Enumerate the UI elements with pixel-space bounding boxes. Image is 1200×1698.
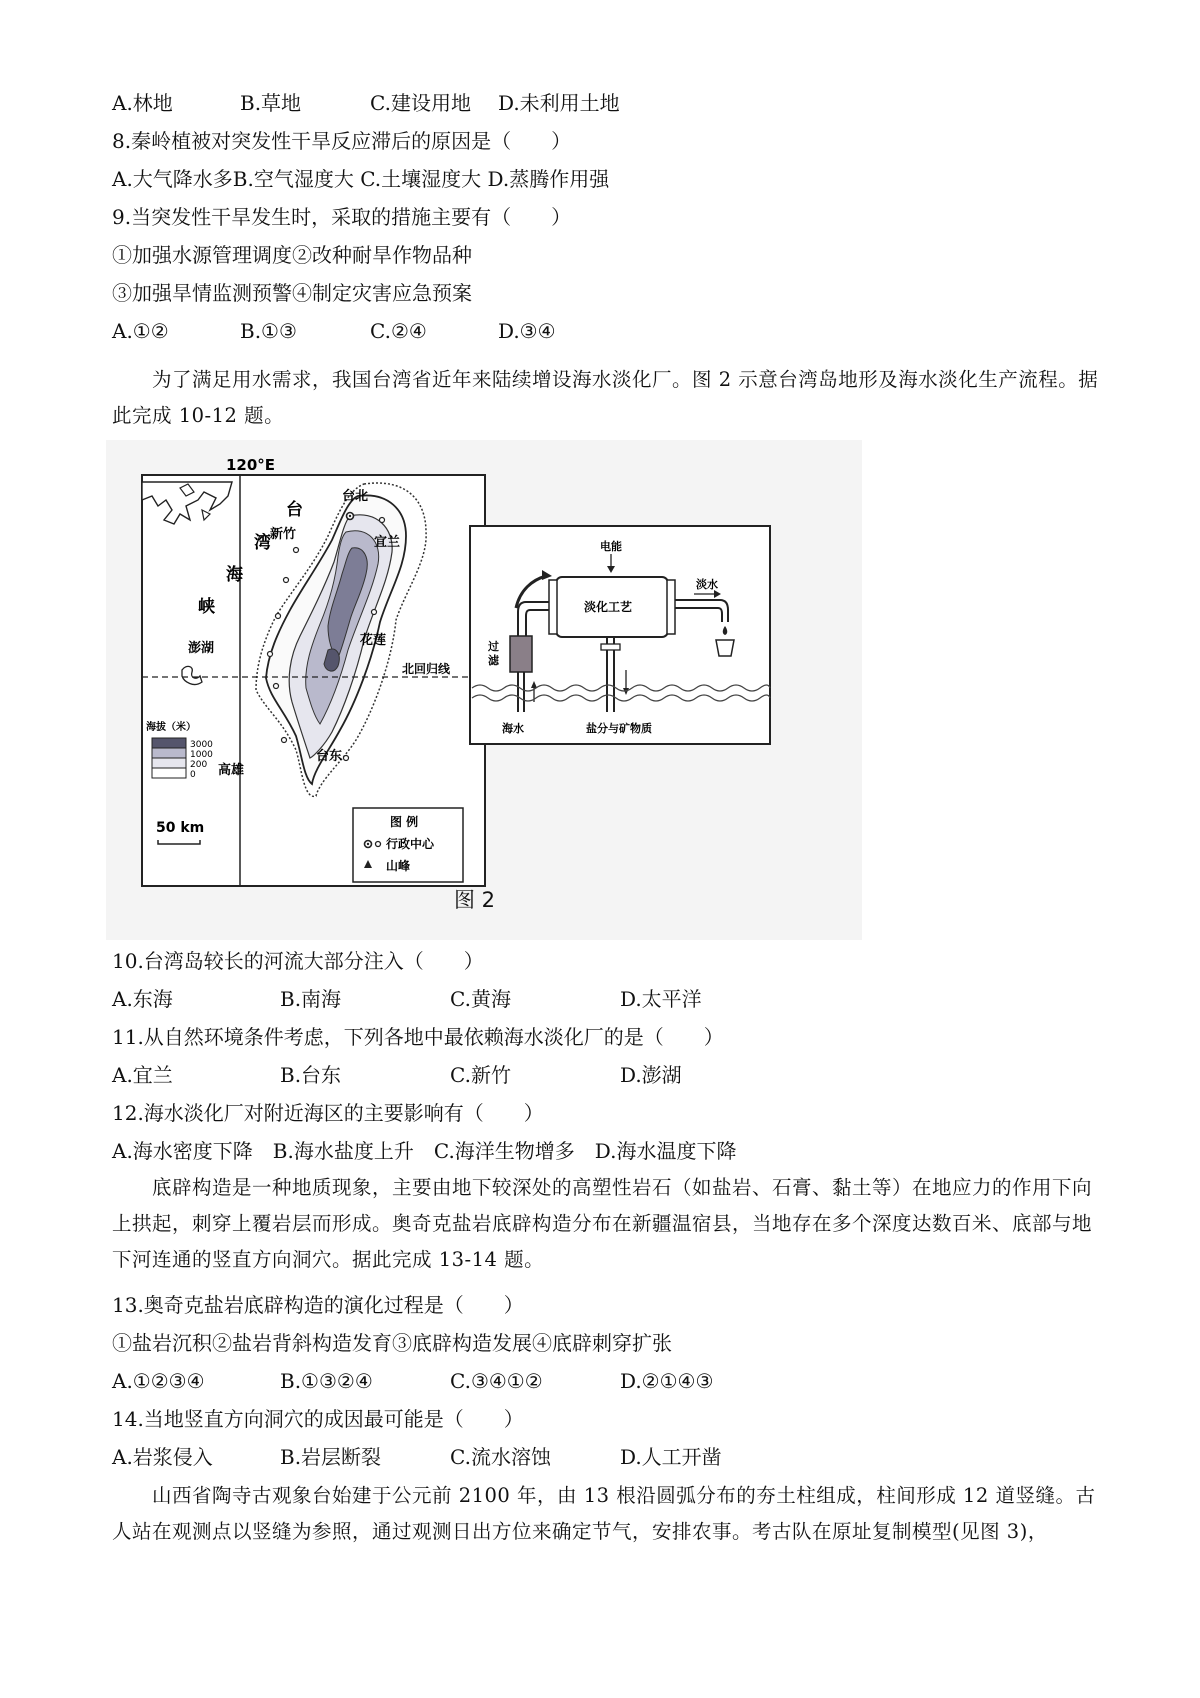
q8-options: A.大气降水多B.空气湿度大 C.土壤湿度大 D.蒸腾作用强 xyxy=(112,167,610,191)
water-cup xyxy=(716,640,734,656)
seawater-label: 海水 xyxy=(502,722,524,735)
scale-label: 50 km xyxy=(156,820,205,836)
place-kaohsiung: 高雄 xyxy=(218,763,245,778)
figure-2 xyxy=(106,440,862,940)
sea-char-1: 台 xyxy=(286,500,303,520)
legend-value-200: 200 xyxy=(190,760,208,770)
legend-3000 xyxy=(152,738,186,748)
q9-option-b: B.①③ xyxy=(240,319,297,343)
longitude-label: 120°E xyxy=(226,456,276,474)
q7-option-d: D.未利用土地 xyxy=(498,91,620,115)
figure-2-graphic xyxy=(106,440,862,940)
legend-value-0: 0 xyxy=(190,770,196,780)
q12-options: A.海水密度下降 B.海水盐度上升 C.海洋生物增多 D.海水温度下降 xyxy=(112,1139,737,1163)
q14-stem: 14.当地竖直方向洞穴的成因最可能是（ ） xyxy=(112,1407,524,1431)
q9-item-2: ③加强旱情监测预警④制定灾害应急预案 xyxy=(112,281,472,305)
q10-option-b: B.南海 xyxy=(280,987,342,1011)
q10-stem: 10.台湾岛较长的河流大部分注入（ ） xyxy=(112,949,484,973)
q9-item-1: ①加强水源管理调度②改种耐旱作物品种 xyxy=(112,243,472,267)
sea-char-4: 峡 xyxy=(198,597,215,617)
q11-option-c: C.新竹 xyxy=(450,1063,511,1087)
place-taipei: 台北 xyxy=(342,489,369,504)
q12-stem: 12.海水淡化厂对附近海区的主要影响有（ ） xyxy=(112,1101,544,1125)
legend-admin-label: 行政中心 xyxy=(386,837,435,851)
legend-value-1000: 1000 xyxy=(190,750,213,760)
q9-option-d: D.③④ xyxy=(498,319,556,343)
q7-option-a: A.林地 xyxy=(112,91,173,115)
q13-stem: 13.奥奇克盐岩底辟构造的演化过程是（ ） xyxy=(112,1293,524,1317)
q10-option-a: A.东海 xyxy=(112,987,173,1011)
intro-10-12: 为了满足用水需求，我国台湾省近年来陆续增设海水淡化厂。图 2 示意台湾岛地形及海水淡化生产流程。据此完成 10-12 题。 xyxy=(112,368,1099,427)
sea-char-2: 湾 xyxy=(254,533,271,553)
legend-value-3000: 3000 xyxy=(190,740,213,750)
q9-option-c: C.②④ xyxy=(370,319,427,343)
process-label: 淡化工艺 xyxy=(584,600,633,614)
q10-option-d: D.太平洋 xyxy=(620,987,702,1011)
place-penghu: 澎湖 xyxy=(188,641,215,656)
elevation-legend-title: 海拔（米） xyxy=(146,722,196,733)
salts-label: 盐分与矿物质 xyxy=(586,722,652,735)
fresh-water-label: 淡水 xyxy=(696,578,718,591)
q11-option-b: B.台东 xyxy=(280,1063,342,1087)
legend-peak-label: 山峰 xyxy=(386,859,411,873)
q14-option-d: D.人工开凿 xyxy=(620,1445,722,1469)
q11-option-a: A.宜兰 xyxy=(112,1063,173,1087)
q14-option-a: A.岩浆侵入 xyxy=(112,1445,213,1469)
filter-label-2: 滤 xyxy=(488,654,499,667)
q8-stem: 8.秦岭植被对突发性干旱反应滞后的原因是（ ） xyxy=(112,129,572,153)
q7-option-b: B.草地 xyxy=(240,91,302,115)
place-hualien: 花莲 xyxy=(360,633,387,648)
tropic-label: 北回归线 xyxy=(402,662,451,676)
intro-taosi: 山西省陶寺古观象台始建于公元前 2100 年，由 13 根沿圆弧分布的夯土柱组成，柱间形成 12 道竖缝。古人站在观测点以竖缝为参照，通过观测日出方位来确定节气，安排农事。考古队在原址复制模型(见图 3)， xyxy=(112,1484,1096,1543)
legend-0 xyxy=(152,768,186,778)
q14-option-c: C.流水溶蚀 xyxy=(450,1445,551,1469)
filter-box xyxy=(510,636,532,672)
figure-2-caption: 图 2 xyxy=(454,888,496,912)
q11-stem: 11.从自然环境条件考虑，下列各地中最依赖海水淡化厂的是（ ） xyxy=(112,1025,724,1049)
sea-char-3: 海 xyxy=(226,565,243,585)
filter-label-1: 过 xyxy=(488,640,499,653)
q13-option-d: D.②①④③ xyxy=(620,1369,714,1393)
place-hsinchu: 新竹 xyxy=(270,527,297,542)
q14-option-b: B.岩层断裂 xyxy=(280,1445,382,1469)
q13-items: ①盐岩沉积②盐岩背斜构造发育③底辟构造发展④底辟刺穿扩张 xyxy=(112,1331,672,1355)
legend-1000 xyxy=(152,748,186,758)
q10-option-c: C.黄海 xyxy=(450,987,511,1011)
power-label: 电能 xyxy=(600,540,622,553)
intro-13-14: 底辟构造是一种地质现象，主要由地下较深处的高塑性岩石（如盐岩、石膏、黏土等）在地应力的作用下向上拱起，刺穿上覆岩层而形成。奥奇克盐岩底辟构造分布在新疆温宿县，当地存在多个深度达数百米、底部与地下河连通的竖直方向洞穴。据此完成 13-14 题。 xyxy=(112,1176,1093,1271)
q13-option-b: B.①③②④ xyxy=(280,1369,373,1393)
place-taitung: 台东 xyxy=(316,749,343,764)
q13-option-c: C.③④①② xyxy=(450,1369,543,1393)
q7-option-c: C.建设用地 xyxy=(370,91,471,115)
q11-option-d: D.澎湖 xyxy=(620,1063,682,1087)
map-legend-title: 图 例 xyxy=(390,815,419,829)
place-yilan: 宜兰 xyxy=(374,535,401,550)
q13-option-a: A.①②③④ xyxy=(112,1369,205,1393)
q9-option-a: A.①② xyxy=(112,319,169,343)
q9-stem: 9.当突发性干旱发生时，采取的措施主要有（ ） xyxy=(112,205,572,229)
legend-200 xyxy=(152,758,186,768)
